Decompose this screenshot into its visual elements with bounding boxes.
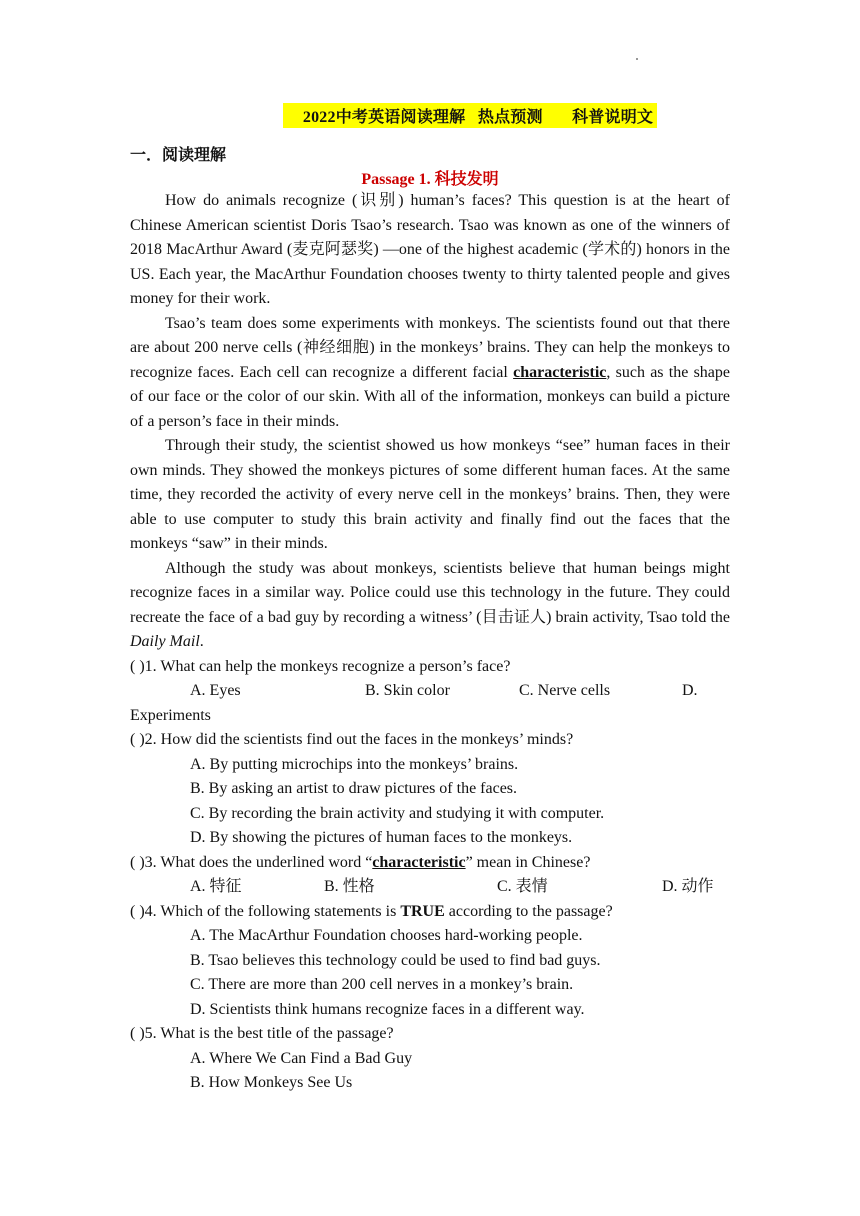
question-2: ( )2. How did the scientists find out the faces in the monkeys’ minds?	[130, 731, 574, 748]
paragraph-2-text-before: Tsao’s team does some experiments with monkeys. The scientists found out that there are about 200 nerve cells (神经细胞) in the monkeys’ brains. They can help the monkeys to recognize faces. Each cell can recognize a different facial	[130, 314, 730, 381]
question-1: ( )1. What can help the monkeys recognize a person’s face?	[130, 657, 511, 675]
q2-option-a: A. By putting microchips into the monkeys’ brains.	[190, 755, 519, 773]
q1-option-c: C. Nerve cells	[519, 682, 611, 699]
q3-option-b: B. 性格	[324, 878, 375, 895]
paragraph-4-text-after: .	[199, 633, 204, 650]
question-3-options	[130, 875, 730, 900]
q1-option-d-wrap: Experiments	[130, 706, 211, 724]
q2-option-d: D. By showing the pictures of human faces to the monkeys.	[190, 829, 573, 846]
q3-text-before: ( )3. What does the underlined word “	[130, 853, 373, 871]
underlined-word: characteristic	[513, 363, 607, 381]
passage-title: Passage 1. 科技发明	[361, 171, 499, 188]
question-5: ( )5. What is the best title of the passage?	[130, 1025, 394, 1042]
q1-option-b: B. Skin color	[365, 682, 450, 699]
q4-text-after: according to the passage?	[444, 902, 613, 920]
q3-text-after: ” mean in Chinese?	[465, 853, 591, 871]
q1-option-d: D.	[682, 682, 698, 699]
question-4	[130, 900, 730, 925]
q4-bold-word: TRUE	[400, 902, 445, 920]
q5-option-b: B. How Monkeys See Us	[190, 1074, 353, 1091]
q3-underlined-word: characteristic	[372, 853, 466, 871]
q3-option-a: A. 特征	[190, 878, 242, 895]
q3-option-d: D. 动作	[662, 878, 714, 895]
q3-option-c: C. 表情	[497, 878, 548, 895]
paragraph-3: Through their study, the scientist showed us how monkeys “see” human faces in their own minds. They showed the monkeys pictures of some different human faces. At the same time, they recorded the activity of every nerve cell in the monkeys’ brains. Then, they were able to use computer to study this brain activity and finally find out the faces that the monkeys “saw” in their minds.	[130, 437, 730, 552]
q2-option-b: B. By asking an artist to draw pictures of the faces.	[190, 780, 518, 797]
q1-option-a: A. Eyes	[190, 682, 241, 699]
paragraph-2	[130, 312, 730, 435]
q2-option-c: C. By recording the brain activity and studying it with computer.	[190, 804, 605, 822]
document-title: 2022中考英语阅读理解 热点预测 科普说明文	[283, 103, 657, 128]
title-wrap	[0, 103, 860, 128]
q4-option-b: B. Tsao believes this technology could be used to find bad guys.	[190, 951, 601, 969]
q4-text-before: ( )4. Which of the following statements is	[130, 902, 401, 920]
q4-option-a: A. The MacArthur Foundation chooses hard-working people.	[190, 927, 583, 944]
paragraph-2-text-after: , such as the shape of our face or the color of our skin. With all of the information, monkeys can build a picture of a person’s face in their minds.	[130, 363, 730, 430]
q4-option-d: D. Scientists think humans recognize faces in a different way.	[190, 1000, 585, 1018]
newspaper-name: Daily Mail	[130, 633, 200, 650]
passage-content	[130, 189, 730, 1096]
paragraph-4	[130, 557, 730, 655]
section-heading: 一．阅读理解	[130, 147, 227, 164]
question-1-options	[130, 679, 730, 704]
paragraph-4-text-before: Although the study was about monkeys, scientists believe that human beings might recognize faces in a similar way. Police could use this technology in the future. They could recreate the face of a bad guy by recording a witness’ (目击证人) brain activity, Tsao told the	[130, 559, 730, 626]
page-dot	[636, 58, 638, 60]
q4-option-c: C. There are more than 200 cell nerves in a monkey’s brain.	[190, 976, 574, 993]
paragraph-1: How do animals recognize (识别) human’s faces? This question is at the heart of Chinese American scientist Doris Tsao’s research. Tsao was known as one of the winners of 2018 MacArthur Award (麦克阿瑟奖) —one of the highest academic (学术的) honors in the US. Each year, the MacArthur Foundation chooses twenty to thirty talented people and gives money for their work.	[130, 192, 730, 307]
q5-option-a: A. Where We Can Find a Bad Guy	[190, 1049, 413, 1067]
question-3	[130, 851, 730, 876]
